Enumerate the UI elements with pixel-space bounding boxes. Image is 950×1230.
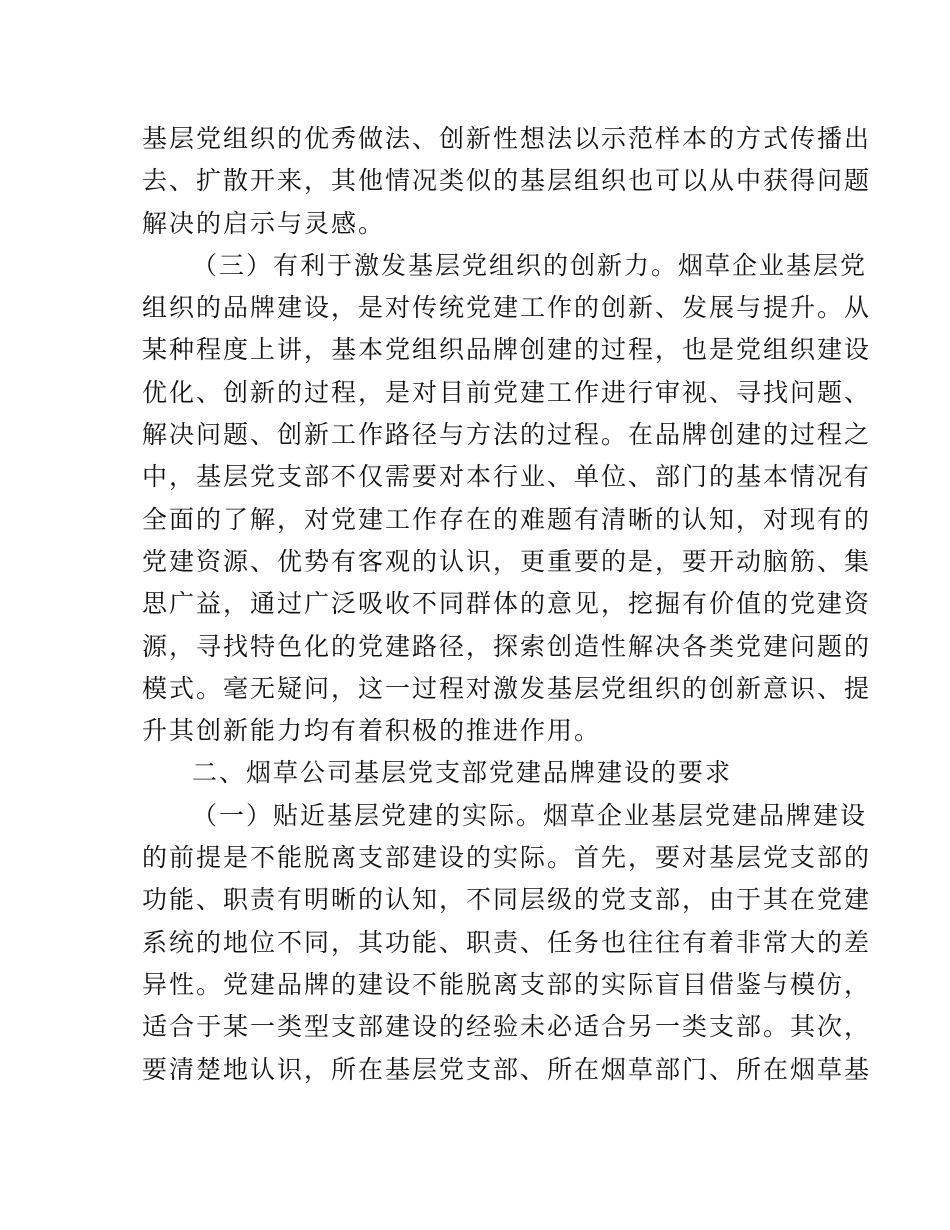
- text-line: 的前提是不能脱离支部建设的实际。首先，要对基层党支部的: [142, 843, 872, 873]
- text-line: 优化、创新的过程，是对目前党建工作进行审视、寻找问题、: [142, 377, 872, 407]
- text-line: 去、扩散开来，其他情况类似的基层组织也可以从中获得问题: [142, 166, 872, 196]
- text-line: 系统的地位不同，其功能、职责、任务也往往有着非常大的差: [142, 927, 872, 957]
- document-body: [142, 118, 872, 1091]
- text-line: 要清楚地认识，所在基层党支部、所在烟草部门、所在烟草基: [142, 1054, 872, 1084]
- text-line: 党建资源、优势有客观的认识，更重要的是，要开动脑筋、集: [142, 546, 872, 576]
- text-line: 某种程度上讲，基本党组织品牌创建的过程，也是党组织建设: [142, 335, 872, 365]
- section-heading: 二、烟草公司基层党支部党建品牌建设的要求: [192, 758, 733, 788]
- text-line: 功能、职责有明晰的认知，不同层级的党支部，由于其在党建: [142, 885, 872, 915]
- text-line: 升其创新能力均有着积极的推进作用。: [142, 716, 602, 746]
- text-line: 全面的了解，对党建工作存在的难题有清晰的认知，对现有的: [142, 504, 872, 534]
- text-line: 中，基层党支部不仅需要对本行业、单位、部门的基本情况有: [142, 462, 872, 492]
- text-line: （一）贴近基层党建的实际。烟草企业基层党建品牌建设: [192, 800, 868, 830]
- text-line: （三）有利于激发基层党组织的创新力。烟草企业基层党: [192, 250, 868, 280]
- text-line: 适合于某一类型支部建设的经验未必适合另一类支部。其次，: [142, 1012, 872, 1042]
- text-line: 解决问题、创新工作路径与方法的过程。在品牌创建的过程之: [142, 420, 872, 450]
- text-line: 解决的启示与灵感。: [142, 208, 386, 238]
- text-line: 思广益，通过广泛吸收不同群体的意见，挖掘有价值的党建资: [142, 589, 872, 619]
- text-line: 组织的品牌建设，是对传统党建工作的创新、发展与提升。从: [142, 293, 872, 323]
- text-line: 模式。毫无疑问，这一过程对激发基层党组织的创新意识、提: [142, 673, 872, 703]
- text-line: 源，寻找特色化的党建路径，探索创造性解决各类党建问题的: [142, 631, 872, 661]
- text-line: 异性。党建品牌的建设不能脱离支部的实际盲目借鉴与模仿，: [142, 969, 872, 999]
- text-line: 基层党组织的优秀做法、创新性想法以示范样本的方式传播出: [142, 124, 872, 153]
